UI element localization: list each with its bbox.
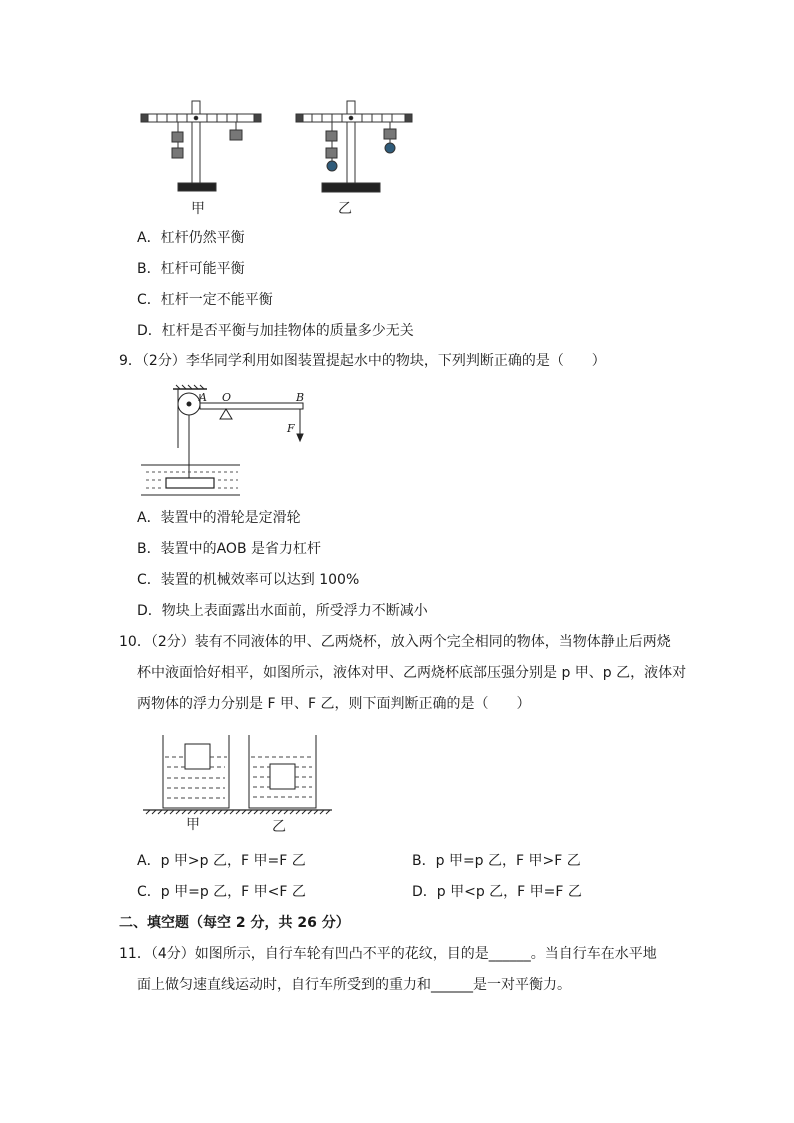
q8-option-b: B．杠杆可能平衡: [137, 261, 245, 277]
q9-option-a: A．装置中的滑轮是定滑轮: [137, 510, 301, 526]
q8-option-a: A．杠杆仍然平衡: [137, 230, 245, 246]
q10-option-b: B．p 甲=p 乙，F 甲>F 乙: [412, 853, 581, 869]
beaker-a-label: 甲: [186, 817, 200, 833]
q9-option-b: B．装置中的AOB 是省力杠杆: [137, 541, 322, 557]
beaker-b-label: 乙: [272, 819, 286, 835]
q10-option-d: D．p 甲<p 乙，F 甲=F 乙: [412, 884, 582, 900]
q11-line2: 面上做匀速直线运动时，自行车所受到的重力和______是一对平衡力。: [137, 977, 571, 993]
q8-option-d: D．杠杆是否平衡与加挂物体的质量多少无关: [137, 323, 414, 339]
lever-a-label: 甲: [191, 201, 205, 217]
q9-option-c: C．装置的机械效率可以达到 100%: [137, 572, 360, 588]
label-a: A: [199, 391, 207, 404]
label-b: B: [296, 391, 305, 404]
label-f: F: [287, 422, 295, 435]
section-title: 二、填空题（每空 2 分，共 26 分）: [119, 915, 350, 931]
q11-line1: 11．（4分）如图所示，自行车轮有凹凸不平的花纹，目的是______。当自行车在水平地: [119, 946, 657, 962]
q10-option-c: C．p 甲=p 乙，F 甲<F 乙: [137, 884, 306, 900]
q9-option-d: D．物块上表面露出水面前，所受浮力不断减小: [137, 603, 428, 619]
lever-b-label: 乙: [338, 201, 352, 217]
q10-stem-line3: 两物体的浮力分别是 F 甲、F 乙，则下面判断正确的是（ ）: [137, 696, 531, 712]
q10-option-a: A．p 甲>p 乙，F 甲=F 乙: [137, 853, 306, 869]
q9-stem: 9．（2分）李华同学利用如图装置提起水中的物块，下列判断正确的是（ ）: [119, 353, 606, 369]
q10-stem-line1: 10．（2分）装有不同液体的甲、乙两烧杯，放入两个完全相同的物体，当物体静止后两烧: [119, 634, 671, 650]
q8-option-c: C．杠杆一定不能平衡: [137, 292, 273, 308]
q10-stem-line2: 杯中液面恰好相平，如图所示，液体对甲、乙两烧杯底部压强分别是 p 甲、p 乙，液体对: [137, 665, 687, 681]
label-o: O: [222, 391, 232, 404]
